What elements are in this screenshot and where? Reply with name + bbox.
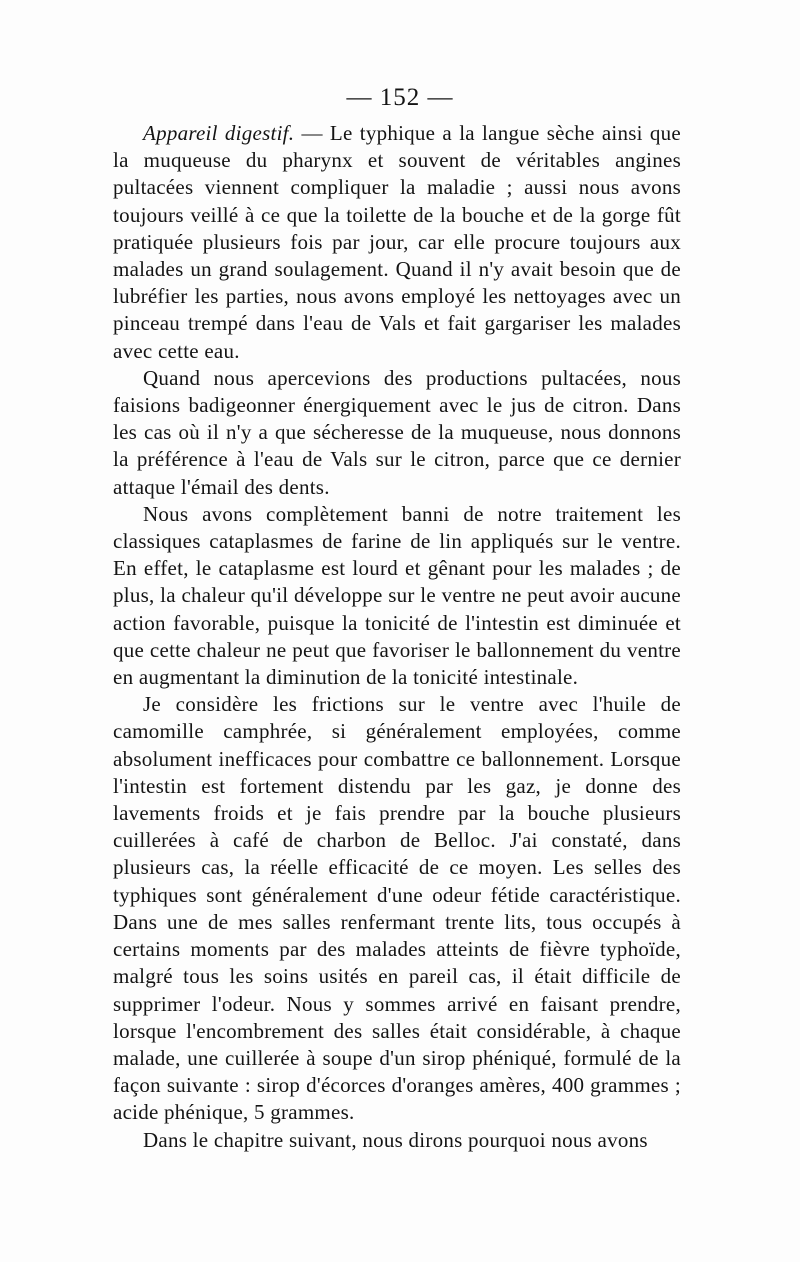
paragraph-text: — Le typhique a la langue sèche ainsi que la muqueuse du pharynx et souvent de véritables angines pultacées viennent compliquer la maladie ; aussi nous avons toujours veillé à ce que la toilette de la bouche et de la gorge fût pratiquée plusieurs fois par jour, car elle procure toujours aux malades un grand soulagement. Quand il n'y avait besoin que de lubréfier les parties, nous avons employé les nettoyages avec un pinceau trempé dans l'eau de Vals et fait gargariser les malades avec cette eau. [113, 121, 681, 363]
page-number: — 152 — [346, 84, 454, 111]
paragraph-text: Dans le chapitre suivant, nous dirons pourquoi nous avons [143, 1127, 648, 1152]
paragraph-text: Je considère les frictions sur le ventre avec l'huile de camomille camphrée, si généralement employées, comme absolument inefficaces pour combattre ce ballonnement. Lorsque l'intestin est fortement distendu par les gaz, je donne des lavements froids et je fais prendre par la bouche plusieurs cuillerées à café de charbon de Belloc. J'ai constaté, dans plusieurs cas, la réelle efficacité de ce moyen. Les selles des typhiques sont généralement d'une odeur fétide caractéristique. Dans une de mes salles renfermant trente lits, tous occupés à certains moments par des malades atteints de fièvre typhoïde, malgré tous les soins usités en pareil cas, il était difficile de supprimer l'odeur. Nous y sommes arrivé en faisant prendre, lorsque l'encombrement des salles était considérable, à chaque malade, une cuillerée à soupe d'un sirop phéniqué, formulé de la façon suivante : sirop d'écorces d'oranges amères, 400 grammes ; acide phénique, 5 grammes. [113, 692, 681, 1125]
paragraph-next-chapter [113, 1127, 681, 1154]
paragraph-frictions [113, 691, 681, 1126]
paragraph-lemon-juice [113, 365, 681, 501]
paragraph-text: Nous avons complètement banni de notre traitement les classiques cataplasmes de farine de lin appliqués sur le ventre. En effet, le cataplasme est lourd et gênant pour les malades ; de plus, la chaleur qu'il développe sur le ventre ne peut avoir aucune action favorable, puisque la tonicité de l'intestin est diminuée et que cette chaleur ne peut que favoriser le ballonnement du ventre en augmentant la diminution de la tonicité intestinale. [113, 501, 681, 690]
body-text [113, 120, 681, 1154]
paragraph-cataplasms [113, 501, 681, 691]
paragraph-text: Quand nous apercevions des productions pultacées, nous faisions badigeonner énergiquement avec le jus de citron. Dans les cas où il n'y a que sécheresse de la muqueuse, nous donnons la préférence à l'eau de Vals sur le citron, parce que ce dernier attaque l'émail des dents. [113, 365, 681, 499]
paragraph-digestive-apparatus [113, 120, 681, 365]
section-heading-italic: Appareil digestif. [143, 121, 295, 145]
